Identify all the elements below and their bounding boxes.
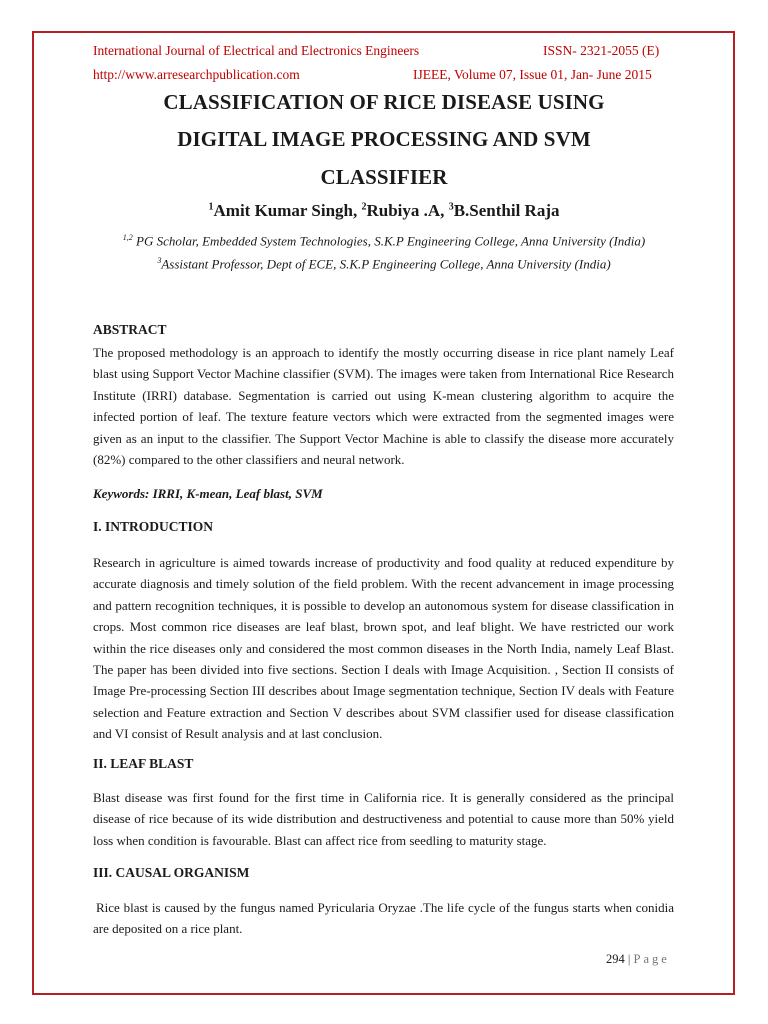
- journal-name: International Journal of Electrical and Electronics Engineers: [93, 43, 420, 58]
- section-heading-leaf-blast: II. LEAF BLAST: [93, 756, 194, 771]
- author-1-sup: 1: [208, 201, 214, 213]
- author-3-name: B.Senthil Raja: [453, 201, 560, 220]
- affiliation-1: [60, 233, 708, 249]
- affiliation-2-text: Assistant Professor, Dept of ECE, S.K.P Engineering College, Anna University (India): [161, 256, 611, 272]
- author-2-name: Rubiya .A,: [366, 201, 449, 220]
- page-label: Page: [633, 952, 670, 966]
- abstract-text: The proposed methodology is an approach to identify the mostly occurring disease in rice plant namely Leaf blast using Support Vector Machine classifier (SVM). The images were taken from International Rice Research Institute (IRRI) database. Segmentation is carried out using K-mean clustering algorithm to acquire the infected portion of leaf. The texture feature vectors which were extracted from the segmented images were given as an input to the classifier. The Support Vector Machine is able to classify the disease more accurately (82%) compared to the other classifiers and neural network.: [93, 345, 674, 468]
- title-line-1: CLASSIFICATION OF RICE DISEASE USING: [163, 90, 605, 114]
- abstract-heading: ABSTRACT: [93, 322, 167, 337]
- author-1-name: Amit Kumar Singh,: [213, 201, 362, 220]
- page-number: 294: [606, 952, 625, 966]
- title-line-2: DIGITAL IMAGE PROCESSING AND SVM: [177, 127, 591, 151]
- author-3-sup: 3: [448, 201, 454, 213]
- section-text-introduction: Research in agriculture is aimed towards increase of productivity and food quality at reduced expenditure by accurate diagnosis and timely solution of the field problem. With the recent advancement in image processing and pattern recognition techniques, it is possible to develop an autonomous system for disease classification in crops. Most common rice diseases are leaf blast, brown spot, and leaf blight. We have restricted our work within the rice diseases only and considered the most common diseases in the North India, namely Leaf Blast. The paper has been divided into five sections. Section I deals with Image Acquisition. , Section II consists of Image Pre-processing Section III describes about Image segmentation technique, Section IV deals with Feature selection and Feature extraction and Section V describes about SVM classifier used for disease classification and VI consist of Result analysis and at last conclusion.: [93, 555, 674, 742]
- page-separator: |: [624, 952, 634, 966]
- page-footer: [606, 952, 670, 967]
- affiliation-2-sup: 3: [157, 256, 162, 265]
- author-2-sup: 2: [361, 201, 367, 213]
- section-text-leaf-blast: Blast disease was first found for the first time in California rice. It is generally considered as the principal disease of rice because of its wide distribution and destructiveness and potential to cause more than 50% yield loss when condition is favourable. Blast can affect rice from seedling to maturity stage.: [93, 790, 674, 848]
- affiliation-1-sup: 1,2: [122, 233, 133, 242]
- title-line-3: CLASSIFIER: [320, 165, 448, 189]
- journal-url[interactable]: http://www.arresearchpublication.com: [93, 67, 300, 82]
- section-heading-introduction: I. INTRODUCTION: [93, 519, 214, 534]
- affiliation-2: [60, 256, 708, 272]
- affiliation-1-text: PG Scholar, Embedded System Technologies, S.K.P Engineering College, Anna University (India): [132, 233, 646, 249]
- author-list: [60, 201, 708, 221]
- issn: ISSN- 2321-2055 (E): [543, 43, 660, 58]
- keywords: Keywords: IRRI, K-mean, Leaf blast, SVM: [93, 486, 323, 501]
- section-text-causal-organism: Rice blast is caused by the fungus named Pyricularia Oryzae .The life cycle of the fungus starts when conidia are deposited on a rice plant.: [93, 900, 674, 937]
- section-heading-causal-organism: III. CAUSAL ORGANISM: [93, 865, 250, 880]
- volume-info: IJEEE, Volume 07, Issue 01, Jan- June 2015: [413, 67, 652, 82]
